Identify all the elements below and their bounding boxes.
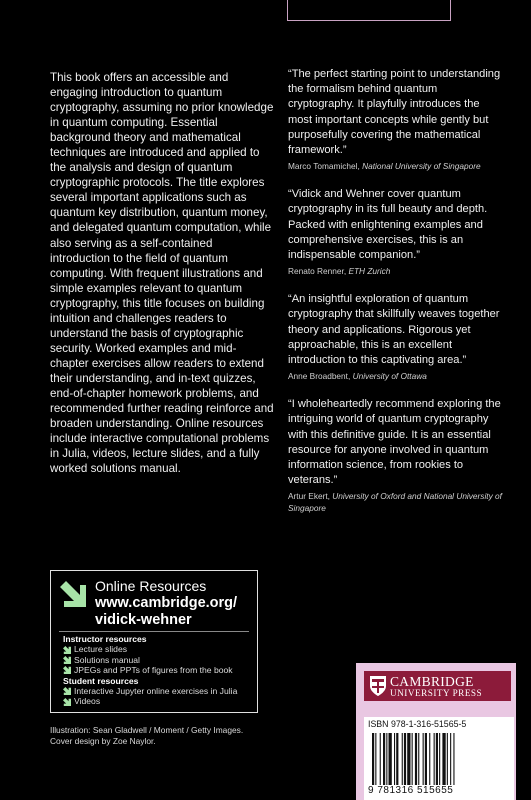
book-description	[50, 70, 275, 476]
description-text: This book offers an accessible and engaging introduction to quantum cryptography, assuming no prior knowledge in quantum computing. Essential background theory and mathematical techniques are introduced and applied to the analysis and design of quantum cryptographic protocols. The title explores several important applications such as quantum key distribution, quantum money, and delegated quantum computation, while also serving as a self-contained introduction to the field of quantum computing. With frequent illustrations and simple examples relevant to quantum cryptography, this title focuses on building intuition and challenges readers to understand the basis of cryptographic security. Worked examples and mid-chapter exercises allow readers to extend their understanding, and in-text quizzes, end-of-chapter homework problems, and recommended further reading reinforce and broaden understanding. Online resources include interactive computational problems in Julia, videos, lecture slides, and a fully worked solutions manual.	[50, 71, 274, 476]
publisher-subname: UNIVERSITY PRESS	[390, 688, 483, 698]
quote-author: Artur Ekert,	[288, 491, 330, 502]
divider	[59, 631, 249, 632]
arrow-down-right-icon	[63, 687, 71, 695]
quote-attribution	[288, 490, 503, 514]
quote-affiliation: National University of Singapore	[362, 161, 481, 172]
endorsements	[288, 67, 503, 529]
endorsement-4	[288, 397, 503, 514]
url-line-1: www.cambridge.org/	[95, 595, 238, 611]
barcode-icon	[372, 733, 507, 785]
list-item	[63, 696, 237, 706]
resource-label: Videos	[74, 696, 101, 707]
arrow-down-right-icon	[63, 646, 71, 654]
online-resources-box	[50, 570, 258, 713]
resource-label: Interactive Jupyter online exercises in Julia	[74, 686, 238, 697]
student-heading: Student resources	[63, 675, 139, 686]
quote-attribution	[288, 160, 503, 172]
arrow-down-right-icon	[63, 666, 71, 674]
cover-credits	[50, 725, 243, 747]
quote-text: “An insightful exploration of quantum cryptography that skillfully weaves together theory and applications. Rigorous yet approachable, this is an excellent introduction to this captivating area.”	[288, 293, 500, 367]
barcode-digits: 9 781316 515655	[368, 785, 454, 796]
list-item	[63, 686, 237, 696]
quote-text: “Vidick and Wehner cover quantum cryptography in its full beauty and depth. Packed with enlightening examples and comprehensive exercises, this is an indispensable companion.”	[288, 188, 488, 262]
resources-url-link[interactable]	[95, 595, 237, 629]
quote-author: Marco Tomamichel,	[288, 161, 360, 172]
list-item	[63, 644, 237, 654]
resource-label: JPEGs and PPTs of figures from the book	[74, 665, 233, 676]
quote-affiliation: University of Oxford and National University of Singapore	[288, 491, 502, 514]
publisher-panel	[356, 663, 516, 800]
arrow-down-right-icon	[58, 579, 88, 609]
publisher-logo	[364, 671, 511, 701]
list-item	[63, 665, 237, 675]
quote-attribution	[288, 370, 503, 382]
quote-text: “The perfect starting point to understanding the formalism behind quantum cryptography. It playfully introduces the most important concepts while gently but purposefully covering the mathematical framework.”	[288, 68, 501, 157]
resource-label: Lecture slides	[74, 644, 128, 655]
endorsement-1	[288, 67, 503, 172]
quote-affiliation: ETH Zurich	[348, 266, 391, 277]
quote-attribution	[288, 265, 503, 277]
endorsement-3	[288, 292, 503, 382]
publisher-name: CAMBRIDGE	[390, 674, 474, 689]
design-credit: Cover design by Zoe Naylor.	[50, 736, 156, 746]
arrow-down-right-icon	[63, 656, 71, 664]
top-frame-line	[287, 0, 451, 21]
arrow-down-right-icon	[63, 698, 71, 706]
url-line-2: vidick-wehner	[95, 612, 192, 628]
quote-author: Anne Broadbent,	[288, 371, 351, 382]
barcode-area	[364, 717, 514, 800]
online-resources-title: Online Resources	[95, 578, 207, 594]
isbn-number: ISBN 978-1-316-51565-5	[368, 719, 467, 729]
resource-list	[63, 634, 237, 707]
instructor-heading: Instructor resources	[63, 634, 147, 644]
resource-label: Solutions manual	[74, 654, 140, 665]
shield-icon	[369, 675, 387, 697]
quote-text: “I wholeheartedly recommend exploring the intriguing world of quantum cryptography with this definitive guide. It is an essential resource for anyone involved in quantum information science, from rookies to veterans.”	[288, 398, 501, 487]
endorsement-2	[288, 187, 503, 277]
illustration-credit: Illustration: Sean Gladwell / Moment / Getty Images.	[50, 725, 244, 735]
quote-affiliation: University of Ottawa	[352, 371, 427, 382]
list-item	[63, 655, 237, 665]
quote-author: Renato Renner,	[288, 266, 347, 277]
